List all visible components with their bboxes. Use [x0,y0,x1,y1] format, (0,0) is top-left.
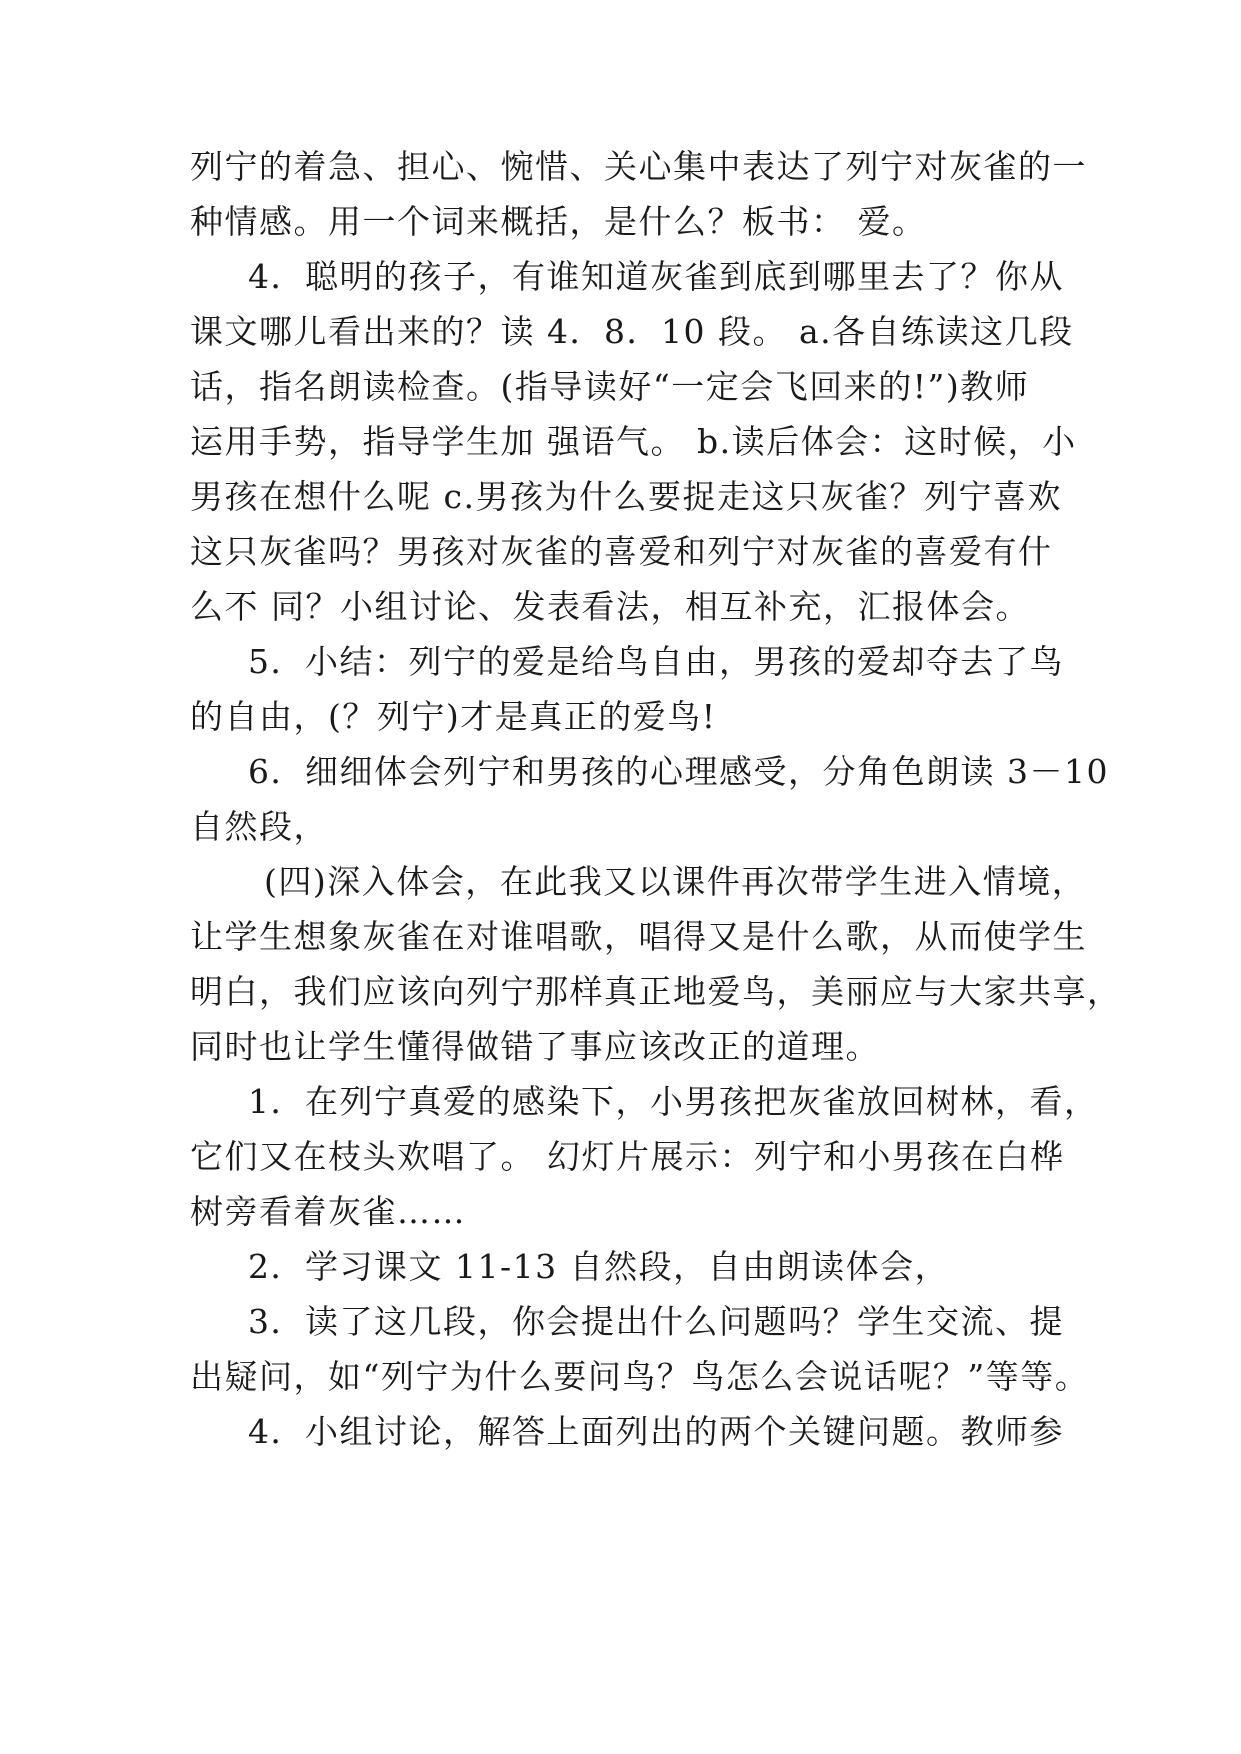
text-line: 4．聪明的孩子，有谁知道灰雀到底到哪里去了？你从 [248,257,1064,296]
text-line: 么不 同？小组讨论、发表看法，相互补充，汇报体会。 [190,587,1030,626]
text-line: 出疑问，如“列宁为什么要问鸟？鸟怎么会说话呢？”等等。 [190,1357,1090,1396]
text-line: 它们又在枝头欢唱了。 幻灯片展示：列宁和小男孩在白桦 [190,1137,1065,1176]
text-line: 运用手势，指导学生加 强语气。 b.读后体会：这时候，小 [190,422,1077,461]
text-line: 树旁看着灰雀…… [190,1192,466,1231]
text-line: 6．细细体会列宁和男孩的心理感受，分角色朗读 3－10 [248,752,1109,791]
text-line: 1．在列宁真爱的感染下，小男孩把灰雀放回树林，看， [248,1082,1099,1121]
text-line: 男孩在想什么呢 c.男孩为什么要捉走这只灰雀？列宁喜欢 [190,477,1062,516]
text-line: 3．读了这几段，你会提出什么问题吗？学生交流、提 [248,1302,1064,1341]
text-line: (四)深入体会，在此我又以课件再次带学生进入情境， [264,862,1087,901]
text-line: 5．小结：列宁的爱是给鸟自由，男孩的爱却夺去了鸟 [248,642,1064,681]
text-line: 话，指名朗读检查。(指导读好“一定会飞回来的!”)教师 [190,367,1030,406]
text-line: 自然段， [190,807,328,846]
text-line: 的自由，(？列宁)才是真正的爱鸟! [190,697,717,736]
text-line: 2．学习课文 11-13 自然段，自由朗读体会， [248,1247,950,1286]
text-line: 4．小组讨论，解答上面列出的两个关键问题。教师参 [248,1412,1064,1451]
text-line: 课文哪儿看出来的？读 4．8．10 段。 a.各自练读这几段 [190,312,1074,351]
text-line: 明白，我们应该向列宁那样真正地爱鸟，美丽应与大家共享， [190,972,1122,1011]
text-line: 这只灰雀吗？男孩对灰雀的喜爱和列宁对灰雀的喜爱有什 [190,532,1053,571]
text-line: 种情感。用一个词来概括，是什么？板书： 爱。 [190,202,927,241]
text-line: 列宁的着急、担心、惋惜、关心集中表达了列宁对灰雀的一 [190,147,1087,186]
text-line: 同时也让学生懂得做错了事应该改正的道理。 [190,1027,880,1066]
text-line: 让学生想象灰雀在对谁唱歌，唱得又是什么歌，从而使学生 [190,917,1087,956]
